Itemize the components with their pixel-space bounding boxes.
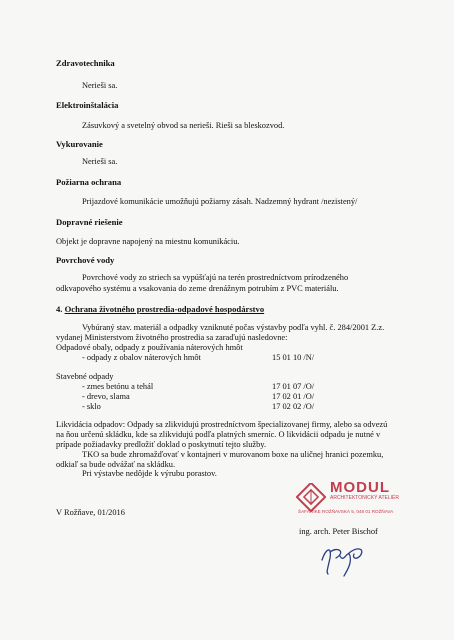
env-intro-line2: vydanej Ministerstvom životného prostredia sa zaraďujú nasledovne: <box>56 333 288 342</box>
signature-icon <box>316 538 370 578</box>
text-poziarna-ochrana: Prijazdové komunikácie umožňujú požiarny zásah. Nadzemný hydrant /nezistený/ <box>82 197 358 206</box>
text-elektroinstalacia: Zásuvkový a svetelný obvod sa nerieši. Rieši sa bleskozvod. <box>82 121 285 130</box>
waste-item: - drevo, slama <box>82 392 130 401</box>
waste-code: 17 02 02 /O/ <box>272 402 315 411</box>
section-number: 4. <box>56 304 63 314</box>
stamp-name: MODUL <box>330 479 390 496</box>
waste-code: 17 01 07 /O/ <box>272 382 315 391</box>
stamp-address: ŠAFÁRIKE ROŽŇAVSKÁ 5, 048 01 ROŽŇAVA <box>298 509 394 514</box>
waste-code: 17 02 01 /O/ <box>272 392 315 401</box>
place-date: V Rožňave, 01/2016 <box>56 508 125 517</box>
waste-item: - sklo <box>82 402 101 411</box>
stamp-subtitle: ARCHITEKTONICKÝ ATELIÉR <box>330 495 399 501</box>
building-waste-heading: Stavebné odpady <box>56 372 114 381</box>
author-name: ing. arch. Peter Bischof <box>299 527 378 536</box>
text-povrchove-vody-line2: odkvapového systému a vsakovania do zeme drenážnym potrubím z PVC materiálu. <box>56 284 339 293</box>
packaging-item: - odpady z obalov náterových hmôt <box>82 353 201 362</box>
text-vykurovanie: Nerieši sa. <box>82 157 118 166</box>
packaging-code: 15 01 10 /N/ <box>272 353 315 362</box>
disposal-line: Pri výstavbe nedôjde k výrubu porastov. <box>82 469 217 478</box>
heading-vykurovanie: Vykurovanie <box>56 139 103 149</box>
heading-povrchove-vody: Povrchové vody <box>56 255 115 265</box>
disposal-line: TKO sa bude zhromažďovať v kontajneri v murovanom boxe na uličnej hranici pozemku, <box>82 450 384 459</box>
heading-poziarna-ochrana: Požiarna ochrana <box>56 177 122 187</box>
disposal-line: prípade požiadavky predložiť doklad o poskytnutí tejto služby. <box>56 440 267 449</box>
heading-ochrana-zivotneho-prostredia <box>56 304 264 314</box>
heading-zdravotechnika: Zdravotechnika <box>56 58 115 68</box>
heading-dopravne-riesenie: Dopravné riešenie <box>56 217 123 227</box>
disposal-line: na ňou určenú skládku, kde sa zlikvidujú podľa platných smerníc. O likvidácii odpadu je nutné v <box>56 430 381 439</box>
company-stamp <box>296 479 408 517</box>
text-dopravne-riesenie: Objekt je dopravne napojený na miestnu komunikáciu. <box>56 237 240 246</box>
heading-elektroinstalacia: Elektroinštalácia <box>56 100 119 110</box>
text-povrchove-vody-line1: Povrchové vody zo striech sa vypúšťajú na terén prostredníctvom prírodzeného <box>82 273 349 282</box>
text-zdravotechnika: Nerieši sa. <box>82 81 118 90</box>
env-intro-line1: Vybúraný stav. materiál a odpadky vzniknuté počas výstavby podľa vyhl. č. 284/2001 Z.z. <box>82 323 385 332</box>
packaging-heading: Odpadové obaly, odpady z používania náterových hmôt <box>56 343 243 352</box>
disposal-line: Likvidácia odpadov: Odpady sa zlikvidujú prostredníctvom špecializovanej firmy, alebo sa odvezú <box>56 420 388 429</box>
waste-item: - zmes betónu a tehál <box>82 382 154 391</box>
disposal-line: odkiaľ sa bude odvážať na skládku. <box>56 460 176 469</box>
section-title: Ochrana životného prostredia-odpadové hospodárstvo <box>64 304 265 314</box>
